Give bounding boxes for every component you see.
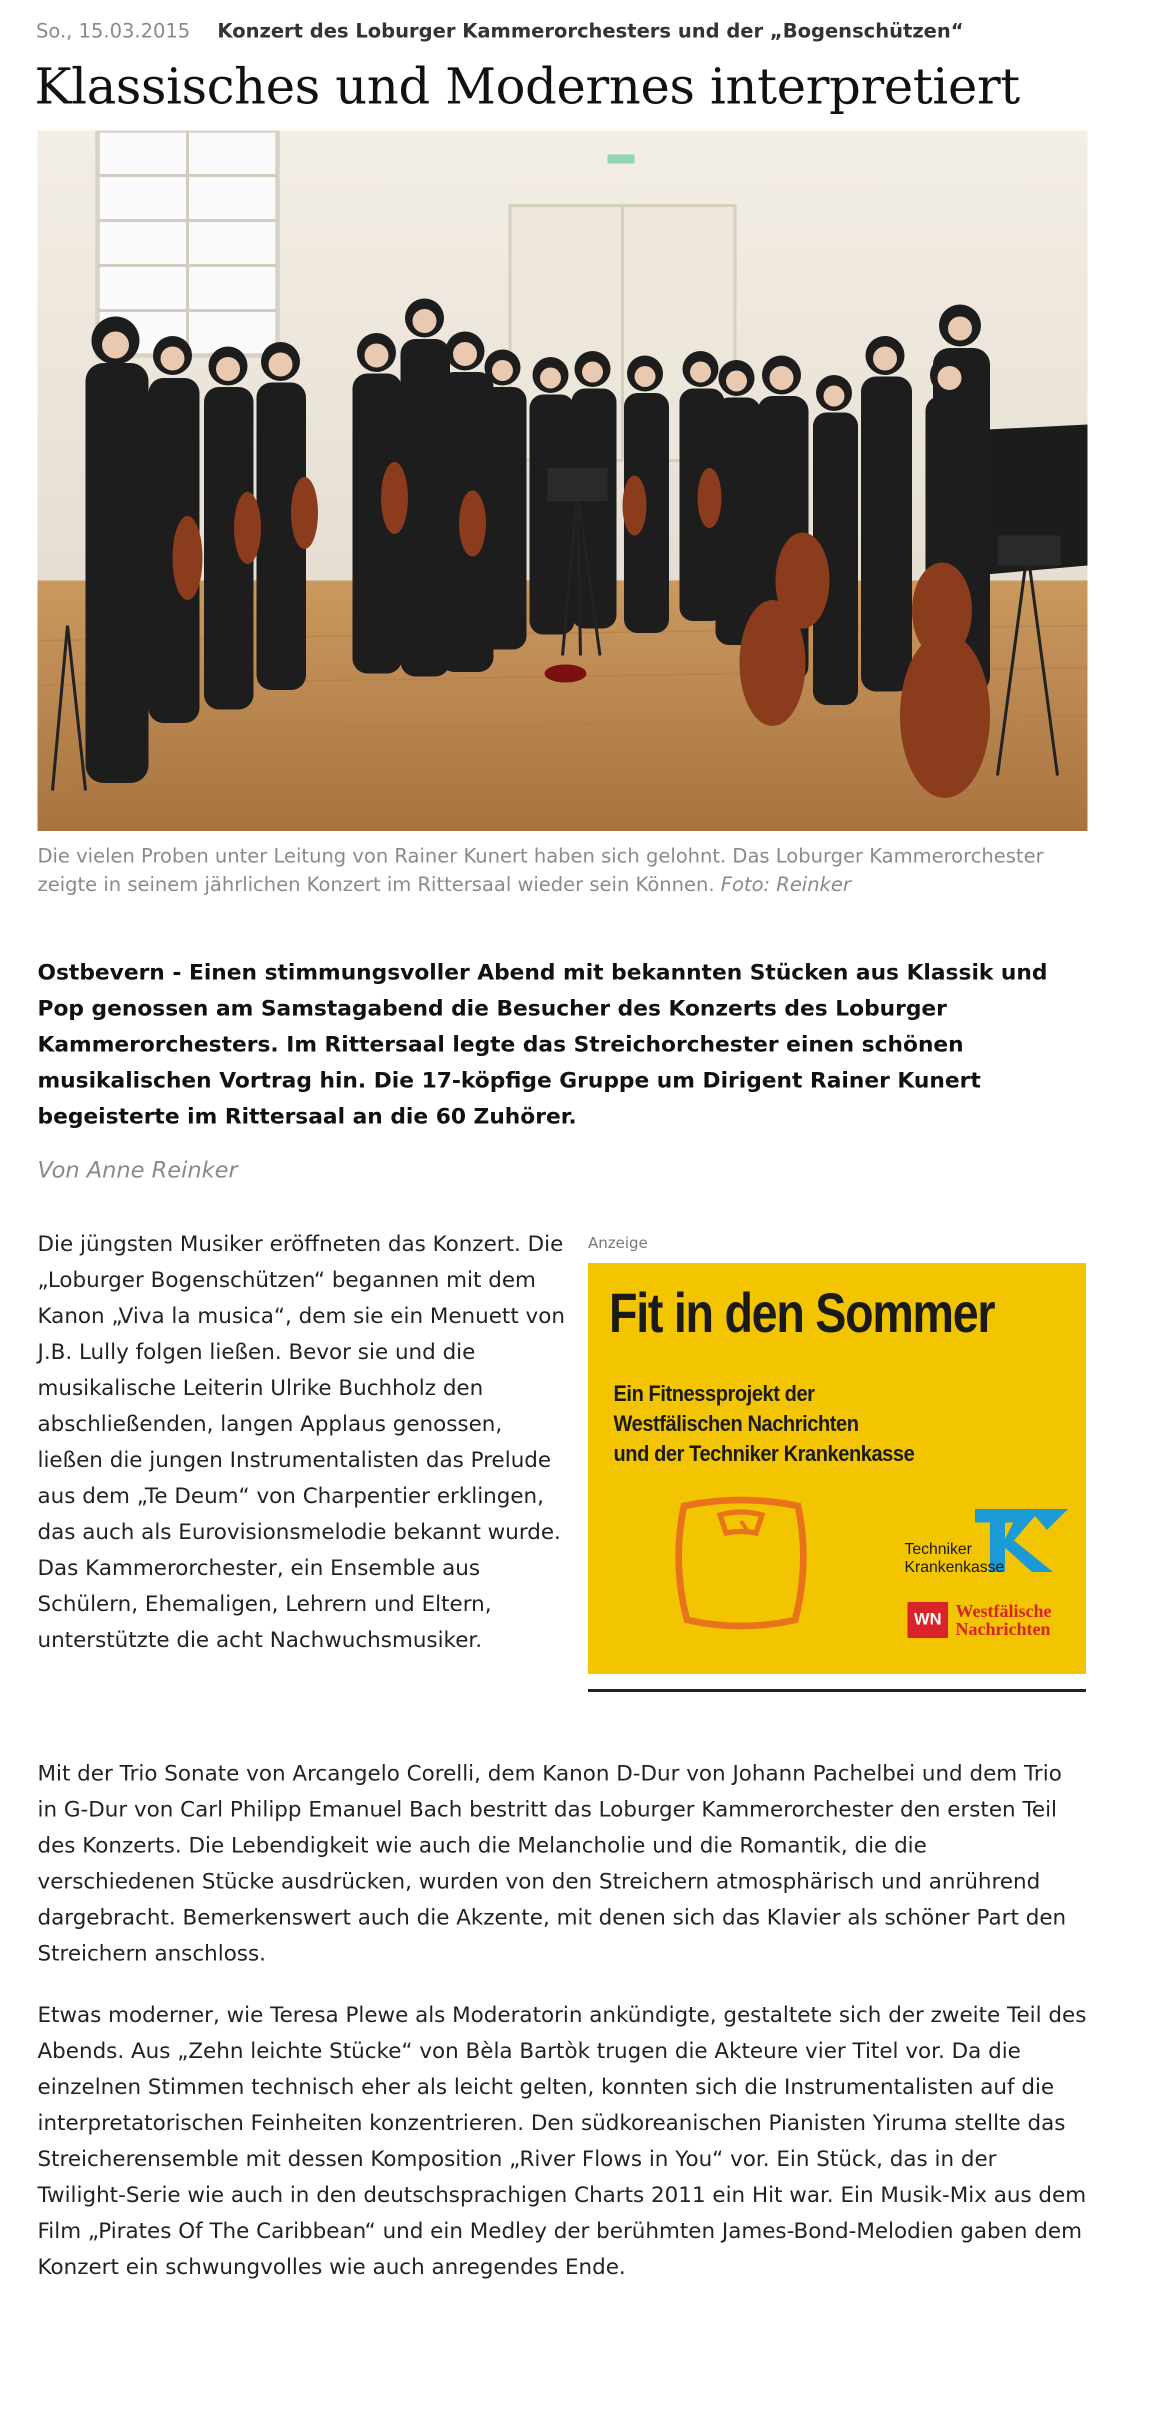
article-author: Von Anne Reinker [37, 1156, 238, 1184]
article-paragraph: Etwas moderner, wie Teresa Plewe als Moderatorin ankündigte, gestaltete sich der zweite Teil des Abends. Aus „Zehn leichte Stücke“ von Bèla Bartòk trugen die Akteure vier Titel vor. Da die einzelnen Stimmen technisch eher als leicht gelten, konnten sich die Instrumentalisten auf die interpretatorischen Feinheiten konzentrieren. Den südkoreanischen Pianisten Yiruma stellte das Streicherensemble mit dessen Komposition „River Flows in You“ vor. Ein Stück, das in der Twilight-Serie wie auch in den deutschsprachigen Charts 2011 ein Hit war. Ein Musik-Mix aus dem Film „Pirates Of The Caribbean“ und ein Medley der berühmten James-Bond-Melodien gaben dem Konzert ein schwungvolles wie auch anregendes Ende. [37, 2004, 1087, 2280]
ad-label: Anzeige [588, 1236, 648, 1253]
bathroom-scale-icon [666, 1491, 816, 1635]
article-kicker: Konzert des Loburger Kammerorchesters und der „Bogenschützen“ [217, 21, 964, 44]
article-meta [36, 21, 964, 51]
article-date: So., 15.03.2015 [36, 21, 191, 44]
ad-sponsor-wn: Westfälische Nachrichten [955, 1600, 1052, 1640]
advertisement-banner[interactable] [588, 1263, 1086, 1674]
article-paragraph: Mit der Trio Sonate von Arcangelo Corelli, dem Kanon D-Dur von Johann Pachelbei und dem Trio in G-Dur von Carl Philipp Emanuel Bach bestritt das Loburger Kammerorchester den ersten Teil des Konzerts. Die Lebendigkeit wie auch die Melancholie und die Romantik, die die verschiedenen Stücke ausdrücken, wurden von den Streichern atmosphärisch und anrührend dargebracht. Bemerkenswert auch die Akzente, mit denen sich das Klavier als schöner Part den Streichern anschloss. [37, 1762, 1067, 1967]
ad-subline: Ein Fitnessprojekt der Westfälischen Nachrichten und der Techniker Krankenkasse [613, 1383, 915, 1467]
article-paragraph: Die jüngsten Musiker eröffneten das Konzert. Die „Loburger Bogenschützen“ begannen mit dem Kanon „Viva la musica“, dem sie ein Menuett von J.B. Lully folgen ließen. Bevor sie und die musikalische Leiterin Ulrike Buchholz den abschließenden, langen Applaus genossen, ließen die jungen Instrumentalisten das Prelude aus dem „Te Deum“ von Charpentier erklingen, das auch als Eurovisionsmelodie bekannt wurde. Das Kammerorchester, ein Ensemble aus Schülern, Ehemaligen, Lehrern und Eltern, unterstützte die acht Nachwuchsmusiker. [37, 1233, 565, 1653]
article-photo[interactable] [38, 131, 1088, 832]
ad-sponsor-tk: Techniker Krankenkasse [904, 1540, 1005, 1577]
photo-credit: Foto: Reinker [720, 874, 851, 897]
wn-logo-badge: WN [908, 1602, 949, 1638]
orchestra-photo-illustration [38, 131, 1088, 832]
ad-headline: Fit in den Sommer [609, 1282, 995, 1344]
article-lead: Ostbevern - Einen stimmungsvoller Abend mit bekannten Stücken aus Klassik und Pop genossen am Samstagabend die Besucher des Konzerts des Loburger Kammerorchesters. Im Rittersaal legte das Streichorchester einen schönen musikalischen Vortrag hin. Die 17-köpfige Gruppe um Dirigent Rainer Kunert begeisterte im Rittersaal an die 60 Zuhörer. [37, 961, 1048, 1130]
photo-caption [38, 843, 1088, 900]
article-headline: Klassisches und Modernes interpretiert [34, 57, 1020, 116]
photo-caption-text: Die vielen Proben unter Leitung von Rainer Kunert haben sich gelohnt. Das Loburger Kammerorchester zeigte in seinem jährlichen Konzert im Rittersaal wieder sein Können. [37, 846, 1044, 897]
ad-divider [588, 1689, 1086, 1692]
